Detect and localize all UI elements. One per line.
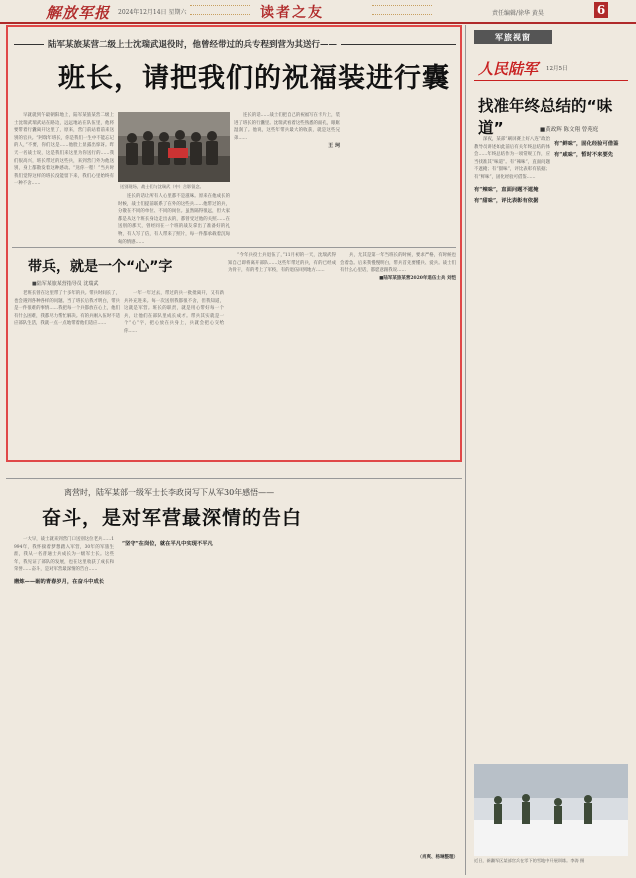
- logo-rule: [474, 80, 628, 81]
- source-logo: 人民陆军: [478, 60, 539, 78]
- snow-training-photo: [474, 764, 628, 856]
- main-story-column-1: [14, 112, 114, 242]
- header-ornament-right: [372, 5, 432, 15]
- main-kicker: 陆军某旅某营二级上士沈瑞武退役时，他曾经带过的兵专程到营为其送行——: [48, 40, 338, 50]
- right-photo-caption: 近日，新疆军区某部官兵在零下的雪地中开展训练。李涛 摄: [474, 858, 585, 863]
- right-byline: ■黄政辉 陈文翔 曾苑庭: [540, 127, 599, 133]
- kicker-rule-left: [14, 44, 44, 45]
- section-divider: [12, 247, 456, 248]
- story2-column-3: [228, 252, 336, 458]
- right-column-text-2: [554, 136, 628, 756]
- section-title: 读者之友: [260, 5, 324, 21]
- story2-headline: 带兵，就是一个“心”字: [28, 259, 173, 275]
- bottom-divider: [6, 478, 462, 479]
- bottom-section-2: “坚守”在岗位，就在平凡中实现不平凡: [122, 541, 213, 547]
- header-ornament-left: [190, 5, 250, 15]
- bottom-text-1: 一大早，战士就来到营门口送别这位老兵……1994年，我怀揣着梦想踏入军营，30年的军旅生涯，我从一名普通士兵成长为一级军士长。这些年，我见证了部队的发展，也在这里收获了成长和荣誉……奋斗，是对军营最深情的告白……: [14, 537, 114, 573]
- bottom-end-note: （肖爽、杨琳整理）: [417, 855, 458, 860]
- right-body: 深夜，某部“刷屏赛上好八连”政治教导员讲述如此前后有关年终总结的体会……年终总结作为一项常规工作，应当找准其“味道”。有“辣味”，直面问题不遮掩；有“甜味”，评比表彰有依据；有“鲜味”，固化经验可借鉴……: [474, 137, 550, 180]
- story2-text-4: 兵，尤其是第一年当班长的时候，要求严格，有时候也会着急。后来我慢慢明白，带兵首先要懂兵、爱兵。战士们有什么心里话，都愿意跟我说……: [340, 253, 456, 274]
- story2-column-4: [340, 252, 456, 458]
- bottom-column-2: [122, 536, 222, 866]
- bottom-section-1: 磨炼——砺的青春岁月，在奋斗中成长: [14, 578, 105, 585]
- main-story-column-2: [118, 193, 230, 245]
- bottom-column-1: [14, 536, 114, 866]
- right-section-3: 有“鲜味”，固化经验可借鉴: [554, 141, 619, 147]
- main-story-text-2: 连长的话让所有人心里都不是滋味。原来在他成长的时候，战士们提前联系了在外的这些兵……他带过的兵，分散在不同的单位、不同的岗位。虽然隔得很远，但大家都是从这个班长身边走出去的，都曾受过他的关照……在送别的那天，曾经同在一个班的战友拿出了准备好的礼物，有人写了信，有人带来了照片，每一件都承载着沉甸甸的情感……: [118, 194, 230, 245]
- main-story-credit: 王 珂: [328, 143, 340, 150]
- bottom-headline: 奋斗，是对军营最深情的告白: [42, 507, 303, 529]
- story2-column-1: [14, 290, 120, 458]
- issue-date: 2024年12月14日 星期六: [118, 9, 187, 16]
- photo-caption: 送别现场，战士们与沈瑞武（中）合影留念。: [120, 184, 204, 189]
- bottom-kicker: 离营时，陆军某部一级军士长李政岗写下从军30年感悟——: [64, 488, 275, 497]
- main-headline: 班长，请把我们的祝福装进行囊: [58, 63, 450, 94]
- right-headline: 找准年终总结的“味道”: [478, 97, 613, 137]
- story2-column-2: [124, 290, 224, 458]
- bottom-column-3: [230, 536, 338, 866]
- story2-credit: ■陆军某旅某营2020年退伍士兵 刘恺: [379, 275, 456, 281]
- right-column-text-1: [474, 136, 550, 756]
- source-date: 12月5日: [546, 66, 568, 72]
- right-section-4: 有“咸味”，暂时不来要先: [554, 152, 614, 158]
- page-number: 6: [594, 2, 608, 18]
- story2-text-1: 老班长曾在这里带了十多年的兵。带兵时间长了，也会遇到各种各样的问题。当了班长后我才明白，带兵是一件很难的事情……我把每一个兵都放在心上，他们有什么困难，我都尽力帮忙解决。有的兵刚入伍时不适应部队生活，我就一点一点地带着他们适应……: [14, 291, 120, 327]
- farewell-photo: [118, 112, 230, 182]
- main-story-column-3: [234, 112, 340, 244]
- story2-text-3: “今年兵役士兵退伍了，”11月初的一天，沈瑞武得知自己即将离开部队……这些年带过的兵，有的已经成为骨干，有的考上了军校，有的退伍回到地方……: [228, 253, 336, 274]
- right-section-2: 有“甜味”，评比表彰有依据: [474, 197, 539, 204]
- main-story-text-1: 早就就到午最朝阳地上，陆军某旅某营二级上士沈瑞武瑞武站在路边，远远地站在队伍里，他将要带着行囊离开这里了，原来，营门前站着前来送别的官兵。“阿瑞年班长，你是我们一生中不能忘记的人，”不要，你们这是……他脸上显露出惊讶。昨天一名战士说，这是我们来这里为你送行的……我们很高兴，班长带过的这些兵，来到营门外为他送别，身上都散发着这种感动。“送你一程！”当兵时我们觉得这样的班长没能留下来，我们心里始终有一种不舍……: [14, 113, 114, 187]
- story2-text-2: 一年一年过去，带过的兵一批批离开，又有新兵补充进来。每一次送别我都很不舍，但我知道，这就是军营。班长的职责，就是用心带好每一个兵，让他们在部队里成长成才。带兵其实就是一个“心”字，把心放在兵身上，兵就会把心交给你……: [124, 291, 224, 334]
- column-divider: [465, 25, 466, 875]
- main-story-text-3: 连长的话……战士们把自己的祝福写在卡片上，装进了班长的行囊里。沈瑞武看着这些熟悉的面孔，眼眶湿润了。他说，这些年带兵最大的收获，就是这些兄弟……: [234, 113, 340, 141]
- masthead-logo: 解放军报: [46, 4, 111, 22]
- right-section-1: 有“辣味”，直面问题不遮掩: [474, 186, 539, 193]
- kicker-rule-right: [341, 44, 456, 45]
- bottom-column-4: [342, 536, 458, 866]
- page-header: [0, 0, 636, 24]
- editor-credit: 责任编辑/徐华 黄昊: [492, 10, 544, 17]
- story2-byline: ■陆军某旅某营指导员 沈瑞武: [32, 281, 99, 287]
- column-tag: 军旅视窗: [474, 30, 552, 44]
